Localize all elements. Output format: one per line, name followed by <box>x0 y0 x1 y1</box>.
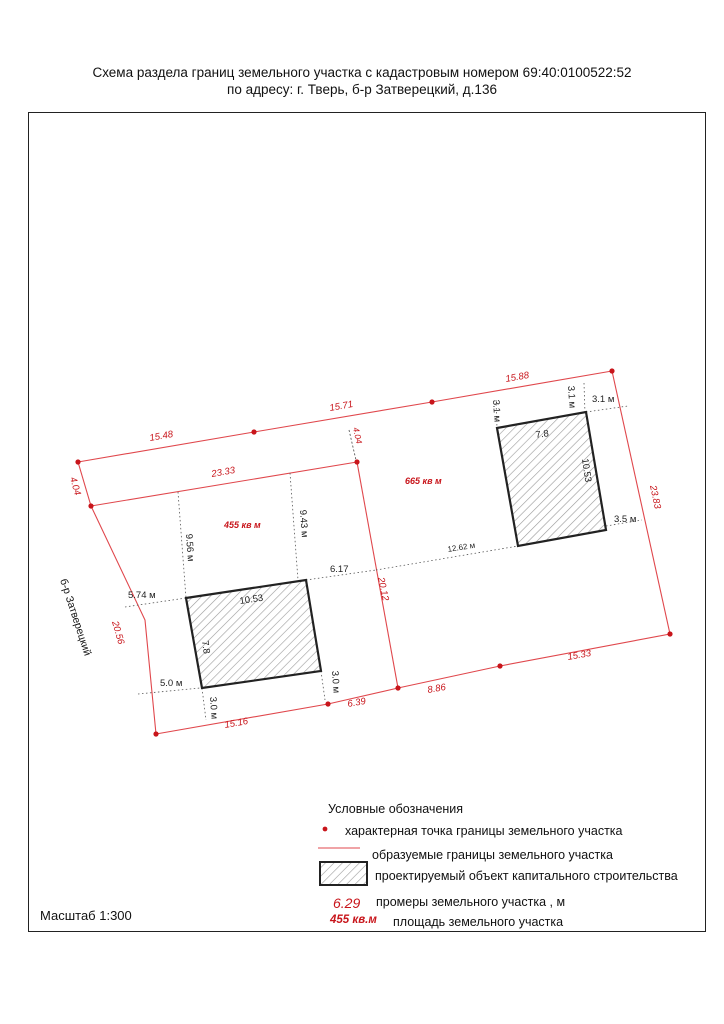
legend-building-text: проектируемый объект капитального строительства <box>375 869 678 883</box>
dim-label: 4.04 <box>67 475 83 497</box>
area-label-left: 455 кв м <box>224 520 261 530</box>
dim-label: 10.53 <box>579 457 594 483</box>
dim-label: 3.5 м <box>614 514 637 525</box>
boundary-point <box>609 368 614 373</box>
dim-label: 6.17 <box>330 564 349 575</box>
area-label-right: 665 кв м <box>405 476 442 486</box>
legend-building-icon <box>320 862 367 885</box>
legend-title: Условные обозначения <box>328 802 464 816</box>
boundary-point <box>75 459 80 464</box>
dim-9-43 <box>290 473 298 580</box>
dim-label: 10.53 <box>238 592 264 607</box>
dim-label: 15.33 <box>566 647 592 663</box>
dim-3-0-b <box>321 671 325 700</box>
dim-label: 7.8 <box>534 428 550 441</box>
boundary-point <box>354 459 359 464</box>
dim-label: 15.16 <box>223 715 249 731</box>
legend-boundary-text: образуемые границы земельного участка <box>372 848 613 862</box>
legend-area-text: площадь земельного участка <box>393 915 564 929</box>
dim-3-1-c <box>586 406 628 412</box>
dim-label: 7.8 <box>199 639 212 655</box>
scale-label: Масштаб 1:300 <box>40 908 132 923</box>
dim-label: 8.86 <box>426 681 447 696</box>
boundary-point <box>395 685 400 690</box>
boundary-point <box>325 701 330 706</box>
legend-point-icon <box>323 827 328 832</box>
dim-label: 15.88 <box>504 369 530 385</box>
dim-3-1-b <box>584 383 585 414</box>
dim-label: 6.39 <box>346 695 367 710</box>
dim-label: 3.0 м <box>329 670 342 694</box>
boundary-point <box>429 399 434 404</box>
dim-label: 9.43 м <box>297 509 310 538</box>
title-line-1: Схема раздела границ земельного участка с кадастровым номером 69:40:0100522:52 <box>92 65 632 80</box>
boundary-point <box>88 503 93 508</box>
dim-label: 9.56 м <box>183 533 196 562</box>
boundary-left <box>91 506 156 734</box>
dim-label: 5.0 м <box>160 678 183 689</box>
boundary-divide <box>357 462 398 688</box>
dim-label: 23.33 <box>210 464 236 480</box>
dim-label: 3.1 м <box>592 394 615 405</box>
boundary-point <box>497 663 502 668</box>
dim-label: 3.1 м <box>490 399 503 423</box>
dim-label: 5.74 м <box>128 590 156 601</box>
dim-label: 3.0 м <box>207 696 220 720</box>
dim-label: 15.48 <box>148 428 174 444</box>
legend-point-text: характерная точка границы земельного участка <box>345 824 623 838</box>
dim-3-0-a <box>202 688 206 720</box>
title-line-2: по адресу: г. Тверь, б-р Затверецкий, д.136 <box>227 82 497 97</box>
dim-label: 4.04 <box>351 426 365 445</box>
boundary-point <box>667 631 672 636</box>
boundary-point <box>251 429 256 434</box>
legend-measure-sample: 6.29 <box>333 895 361 911</box>
dim-label: 20.56 <box>109 619 127 646</box>
boundary-point <box>153 731 158 736</box>
dim-label: 23.83 <box>647 484 663 510</box>
dim-label: 15.71 <box>328 398 354 414</box>
legend-area-sample: 455 кв.м <box>330 914 377 926</box>
dim-label: 20.12 <box>375 576 391 602</box>
street-label: б-р Затверецкий <box>57 577 94 658</box>
dim-label: 3.1 м <box>565 385 578 409</box>
legend-measure-text: промеры земельного участка , м <box>376 895 566 909</box>
dim-label: 12.62 м <box>446 540 476 554</box>
